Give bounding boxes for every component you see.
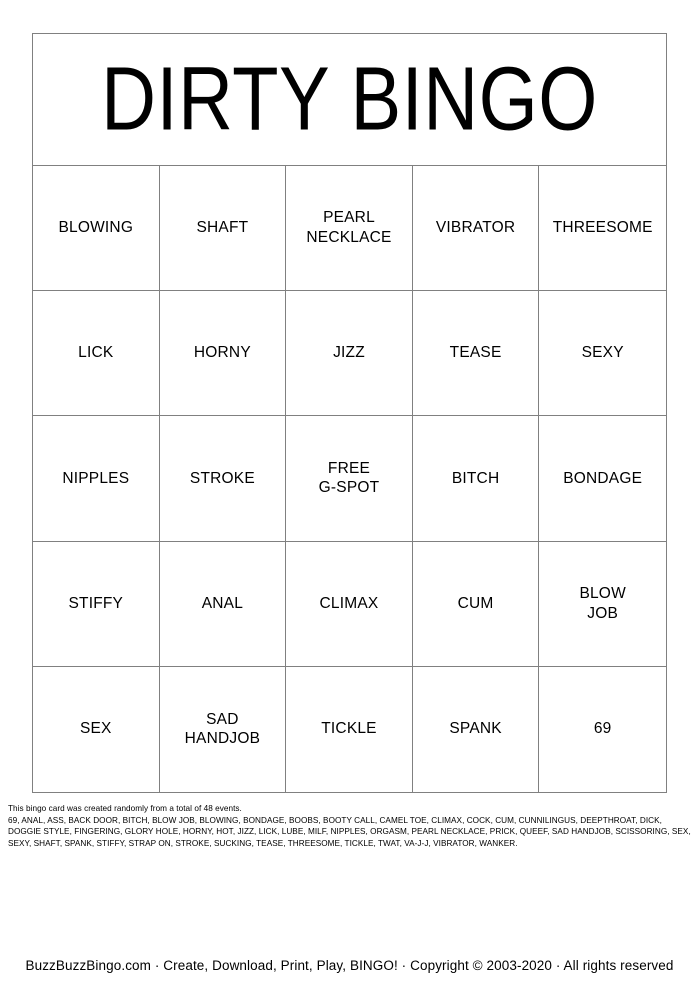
bingo-cell-line: SHAFT bbox=[196, 219, 249, 237]
legend-intro: This bingo card was created randomly from a total of 48 events. bbox=[8, 804, 242, 813]
bingo-cell[interactable] bbox=[160, 667, 287, 792]
card-title-row bbox=[33, 34, 666, 166]
bingo-cell-line: NIPPLES bbox=[62, 469, 130, 487]
bingo-cell-line: STROKE bbox=[189, 469, 255, 487]
bingo-cell-line: CLIMAX bbox=[319, 594, 379, 612]
bingo-cell[interactable] bbox=[286, 667, 413, 792]
bingo-cell-line: FREE bbox=[327, 459, 371, 477]
bingo-cell[interactable] bbox=[413, 291, 540, 416]
bingo-cell-line: HORNY bbox=[193, 344, 251, 362]
bingo-card bbox=[32, 33, 667, 793]
bingo-cell-line: TEASE bbox=[449, 344, 502, 362]
bingo-cell-free[interactable] bbox=[286, 416, 413, 541]
bingo-cell[interactable] bbox=[413, 667, 540, 792]
bingo-cell[interactable] bbox=[413, 542, 540, 667]
bingo-cell-line: SEX bbox=[79, 720, 112, 738]
bingo-grid bbox=[33, 166, 666, 792]
bingo-cell[interactable] bbox=[539, 416, 666, 541]
footer-credit: BuzzBuzzBingo.com · Create, Download, Print, Play, BINGO! · Copyright © 2003-2020 · All rights reserved bbox=[25, 958, 674, 973]
bingo-cell-line: JIZZ bbox=[333, 344, 365, 362]
bingo-cell[interactable] bbox=[160, 542, 287, 667]
bingo-cell[interactable] bbox=[539, 166, 666, 291]
bingo-cell-line: 69 bbox=[593, 720, 612, 738]
bingo-cell[interactable] bbox=[539, 667, 666, 792]
bingo-cell-line: STIFFY bbox=[68, 594, 124, 612]
bingo-cell-line: PEARL bbox=[323, 209, 375, 227]
bingo-cell[interactable] bbox=[413, 416, 540, 541]
bingo-cell[interactable] bbox=[33, 166, 160, 291]
bingo-cell-line: SPANK bbox=[449, 720, 502, 738]
bingo-cell-line: BLOW bbox=[579, 584, 626, 602]
bingo-cell[interactable] bbox=[160, 416, 287, 541]
bingo-cell-line: G-SPOT bbox=[318, 479, 380, 497]
bingo-cell[interactable] bbox=[539, 291, 666, 416]
bingo-cell-line: BITCH bbox=[451, 469, 500, 487]
bingo-cell-line: SEXY bbox=[581, 344, 624, 362]
bingo-cell-line: LICK bbox=[78, 344, 114, 362]
bingo-cell-line: HANDJOB bbox=[184, 730, 261, 748]
legend-word-list: 69, ANAL, ASS, BACK DOOR, BITCH, BLOW JOB, BLOWING, BONDAGE, BOOBS, BOOTY CALL, CAMEL TOE, CLIMAX, COCK, CUM, CUNNILINGUS, DEEPTHROAT, DICK, DOGGIE STYLE, FINGERING, GLORY HOLE, HORNY, HOT, JIZZ, LICK, LUBE, MILF, NIPPLES, ORGASM, PEARL NECKLACE, PRICK, QUEEF, SAD HANDJOB, SCISSORING, SEX, SEXY, SHAFT, SPANK, STIFFY, STRAP ON, STROKE, SUCKING, TEASE, THREESOME, TICKLE, TWAT, VA-J-J, VIBRATOR, WANKER. bbox=[8, 815, 691, 849]
bingo-cell[interactable] bbox=[413, 166, 540, 291]
bingo-cell[interactable] bbox=[286, 166, 413, 291]
bingo-cell-line: THREESOME bbox=[552, 219, 653, 237]
bingo-cell[interactable] bbox=[33, 667, 160, 792]
bingo-cell[interactable] bbox=[160, 166, 287, 291]
bingo-cell-line: CUM bbox=[457, 594, 494, 612]
bingo-cell[interactable] bbox=[286, 291, 413, 416]
bingo-cell[interactable] bbox=[286, 542, 413, 667]
bingo-cell-line: SAD bbox=[206, 710, 239, 728]
bingo-cell-line: NECKLACE bbox=[306, 229, 392, 247]
bingo-cell[interactable] bbox=[33, 542, 160, 667]
bingo-cell[interactable] bbox=[33, 416, 160, 541]
bingo-cell-line: BLOWING bbox=[58, 219, 134, 237]
bingo-cell-line: ANAL bbox=[201, 594, 244, 612]
bingo-cell-line: JOB bbox=[587, 604, 619, 622]
bingo-cell-line: VIBRATOR bbox=[435, 219, 516, 237]
bingo-cell[interactable] bbox=[33, 291, 160, 416]
legend-block bbox=[8, 803, 692, 850]
bingo-cell[interactable] bbox=[160, 291, 287, 416]
page-title: DIRTY BINGO bbox=[101, 48, 598, 150]
bingo-cell-line: TICKLE bbox=[321, 720, 377, 738]
bingo-cell[interactable] bbox=[539, 542, 666, 667]
bingo-cell-line: BONDAGE bbox=[563, 469, 643, 487]
